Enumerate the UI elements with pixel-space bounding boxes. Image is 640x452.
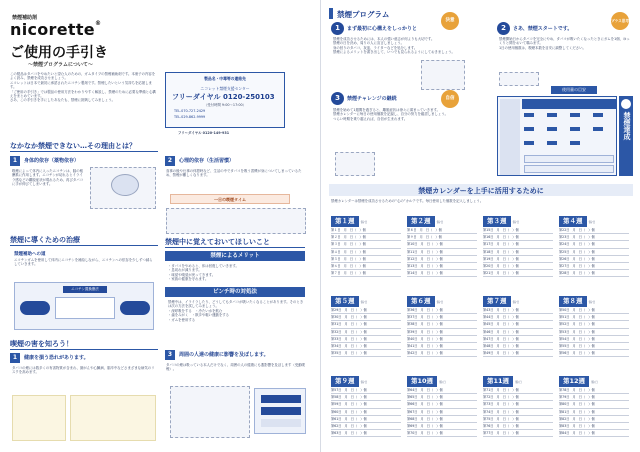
week-unit: 個/日 [360,219,368,224]
step3-illustration [335,152,375,176]
day-entry-row[interactable]: 第11日 月 日（ ）個 [407,249,477,256]
week-label: 第６週 [407,296,435,307]
day-entry-row[interactable]: 第１日 月 日（ ）個 [331,227,401,234]
day-entry-row[interactable]: 第60日 月 日（ ）個 [331,409,401,416]
left-page: 禁煙補助剤 nicorette® ご使用の手引き 〜禁煙プログラムについて〜 この製品はタバコをやめたいと望む人のための、ガムタイプの禁煙補助剤です。本冊子の内容をよく読み、禁煙を成功させましょう。 ニコレットは日本で最初に承認されたニコチン製剤です。禁煙したいという気持ちを応援します。 「ご使用の手引き」では製品の使用方法をわかりやすく解説し、禁煙のために必要な準備と心構えをまとめています。 さあ、この手引きを手にしたあなたも、禁煙に挑戦してみましょう。 製品名・中毒等の連絡先 ニコレット禁煙支援センター フリーダイヤル 0120-250103 （受付時間 9:00〜17:00） TEL.070-727-2429 TEL.029-862-9999 フリーダイヤル 0120-149-931 なかなか禁煙できない…その理由とは？ 1 身体的依存（薬物依存） 喫煙によって体内に入ったニコチンは、脳の報酬系に作用します。ニコチンが切れるとイライラ感などの離脱症状が現れるため、再びタバコに手が伸びてしまいます。 禁煙に導くための治療 禁煙補助への道 ニコチンガムを使用して体内にニコチンを補給しながら、ニコチンへの依存を少しずつ減らしていきます。 ニコチン置換療法 喫煙の害を知ろう！ 1 健康を損う恐れがあります。 タバコの煙には数多くの有害物質が含まれ、肺がんや心臓病、脳卒中などさまざまな病気のリスクを高めます。 2 心理的依存（生活習慣） 食事の後や仕事の休憩時など、生活の中でタバコを吸う習慣が身についてしまっているため、禁煙が難しくなります。 一日の喫煙タイム 禁煙中に覚えておいてほしいこと 禁煙によるメリット ・タバコをやめると、体は回復していきます。 ・息切れが減ります。 ・味覚や嗅覚が戻ってきます。 ・家族の健康を守れます。 ピンチ時の対処法 禁煙中は、イライラしたり、どうしてもタバコが吸いたくなることがあります。そのときは次の方法を試してみましょう。 ・深呼吸をする ・冷たい水を飲む ・歯をみがく ・散歩や軽い運動をする ・ガムを使用する 3 周囲の人達の健康に影響を及ぼします。 タバコの煙は吸っている本人だけでなく、周囲の人の健康にも悪影響を及ぼします（受動喫煙）。 [0,0,320,452]
day-entry-row[interactable]: 第27日 月 日（ ）個 [559,263,629,270]
day-entry-row[interactable]: 第45日 月 日（ ）個 [483,321,553,328]
week-label: 第８週 [559,296,587,307]
day-entry-row[interactable]: 第79日 月 日（ ）個 [559,394,629,401]
week-label: 第１週 [331,216,359,227]
page-title: ご使用の手引き [10,45,108,61]
day-entry-row[interactable]: 第74日 月 日（ ）個 [483,409,553,416]
day-entry-row[interactable]: 第20日 月 日（ ）個 [483,263,553,270]
section-keep: 禁煙中に覚えておいてほしいこと [165,238,270,246]
day-entry-row[interactable]: 第42日 月 日（ ）個 [407,350,477,357]
week-unit: 個/日 [436,219,444,224]
day-entry-row[interactable]: 第50日 月 日（ ）個 [559,307,629,314]
day-entry-row[interactable]: 第６日 月 日（ ）個 [331,263,401,270]
calendar-week [331,216,401,277]
intro-text: この製品はタバコをやめたいと望む人のための、ガムタイプの禁煙補助剤です。本冊子の内容をよく読み、禁煙を成功させましょう。 ニコレットは日本で最初に承認されたニコチン製剤です。禁煙したいという気持ちを応援します。 「ご使用の手引き」では製品の使用方法をわかりやすく解説し、禁煙のために必要な準備と心構えをまとめています。 さあ、この手引きを手にしたあなたも、禁煙に挑戦してみましょう。 [10,72,156,103]
calendar-week [483,296,553,357]
section-harm: 喫煙の害を知ろう！ [10,340,73,348]
step1-badge: 決意 [441,12,459,30]
reason1-text: 喫煙によって体内に入ったニコチンは、脳の報酬系に作用します。ニコチンが切れるとイライラ感などの離脱症状が現れるため、再びタバコに手が伸びてしまいます。 [12,169,84,187]
day-entry-row[interactable]: 第24日 月 日（ ）個 [559,241,629,248]
day-entry-row[interactable]: 第77日 月 日（ ）個 [483,430,553,437]
step2-illustration [499,72,539,86]
day-entry-row[interactable]: 第52日 月 日（ ）個 [559,321,629,328]
right-page [320,0,640,452]
calendar-week [407,376,477,437]
day-entry-row[interactable]: 第13日 月 日（ ）個 [407,263,477,270]
brain-illustration [90,167,156,209]
week-label: 第11週 [483,376,513,387]
bystander-text: タバコの煙は吸っている本人だけでなく、周囲の人の健康にも悪影響を及ぼします（受動喫煙）。 [166,363,305,372]
step2-title: さあ、禁煙スタートです。 [513,26,573,32]
day-entry-row[interactable]: 第59日 月 日（ ）個 [331,401,401,408]
day-entry-row[interactable]: 第57日 月 日（ ）個 [331,387,401,394]
step2-text: 禁煙開始日からタバコを完全にやめ、タバコが吸いたくなったときにガムを1個、ゆっくりと間をおいて噛みます。 1日の使用個数は、喫煙本数を目安に調整してください。 [499,37,630,50]
day-entry-row[interactable]: 第28日 月 日（ ）個 [559,270,629,277]
reason2-title: 心理的依存（生活習慣） [179,158,235,164]
day-entry-row[interactable]: 第17日 月 日（ ）個 [483,241,553,248]
week-label: 第７週 [483,296,511,307]
day-entry-row[interactable]: 第31日 月 日（ ）個 [331,321,401,328]
treatment-text: ニコチンガムを使用して体内にニコチンを補給しながら、ニコチンへの依存を少しずつ減らしていきます。 [14,258,153,267]
day-entry-row[interactable]: 第44日 月 日（ ）個 [483,314,553,321]
step1-title: まず最初に心構えをしっかりと [347,26,418,32]
section-treatment: 禁煙に導くための治療 [10,236,80,244]
day-entry-row[interactable]: 第10日 月 日（ ）個 [407,241,477,248]
calendar-week [559,296,629,357]
pinch-bar: ピンチ時の対処法 [165,287,305,297]
step3-title: 禁煙チャレンジの継続 [347,96,397,102]
day-entry-row[interactable]: 第19日 月 日（ ）個 [483,256,553,263]
day-entry-row[interactable]: 第18日 月 日（ ）個 [483,249,553,256]
harm-text: タバコの煙には数多くの有害物質が含まれ、肺がんや心臓病、脳卒中などさまざまな病気のリスクを高めます。 [12,366,155,375]
day-entry-row[interactable]: 第47日 月 日（ ）個 [483,336,553,343]
day-entry-row[interactable]: 第68日 月 日（ ）個 [407,416,477,423]
day-entry-row[interactable]: 第51日 月 日（ ）個 [559,314,629,321]
contact-box: 製品名・中毒等の連絡先 ニコレット禁煙支援センター フリーダイヤル 0120-250103 （受付時間 9:00〜17:00） TEL.070-727-2429 TEL.029-862-9999 [165,72,285,128]
daily-routine-illustration [166,208,306,234]
day-entry-row[interactable]: 第23日 月 日（ ）個 [559,234,629,241]
brand-prefix: 禁煙補助剤 [12,15,38,21]
week-unit: 個/日 [436,299,444,304]
day-entry-row[interactable]: 第70日 月 日（ ）個 [407,430,477,437]
day-entry-row[interactable]: 第29日 月 日（ ）個 [331,307,401,314]
day-entry-row[interactable]: 第４日 月 日（ ）個 [331,249,401,256]
day-entry-row[interactable]: 第15日 月 日（ ）個 [483,227,553,234]
day-entry-row[interactable]: 第５日 月 日（ ）個 [331,256,401,263]
day-entry-row[interactable]: 第２日 月 日（ ）個 [331,234,401,241]
timeline-bar: 一日の喫煙タイム [170,194,290,204]
day-entry-row[interactable]: 第46日 月 日（ ）個 [483,329,553,336]
step1-illustration [421,60,465,90]
day-entry-row[interactable]: 第76日 月 日（ ）個 [483,423,553,430]
step2-badge: プラス思考 [611,12,629,30]
day-entry-row[interactable]: 第55日 月 日（ ）個 [559,343,629,350]
day-entry-row[interactable]: 第49日 月 日（ ）個 [483,350,553,357]
treatment-diagram: ニコチン置換療法 [14,282,154,330]
treatment-sub: 禁煙補助への道 [14,252,46,257]
section-why: なかなか禁煙できない…その理由とは？ [10,142,136,150]
day-entry-row[interactable]: 第72日 月 日（ ）個 [483,394,553,401]
day-entry-row[interactable]: 第73日 月 日（ ）個 [483,401,553,408]
calendar-week [331,376,401,437]
day-entry-row[interactable]: 第83日 月 日（ ）個 [559,423,629,430]
brand-logo: nicorette® [10,20,102,39]
day-entry-row[interactable]: 第33日 月 日（ ）個 [331,336,401,343]
free-dial-2: フリーダイヤル 0120-149-931 [178,131,230,135]
day-entry-row[interactable]: 第26日 月 日（ ）個 [559,256,629,263]
step1-text: 禁煙を成功させるためには、本人の強い意志が何よりも大切です。 禁煙の日を決め、周りの人に宣言しましょう。 身の回りのタバコ、灰皿、ライターなどを処分します。 禁煙によるメリットを書き出して、いつでも見られるようにしておきましょう。 [333,37,455,55]
day-entry-row[interactable]: 第38日 月 日（ ）個 [407,321,477,328]
day-entry-row[interactable]: 第64日 月 日（ ）個 [407,387,477,394]
week-unit: 個/日 [439,379,447,384]
day-entry-row[interactable]: 第39日 月 日（ ）個 [407,329,477,336]
day-entry-row[interactable]: 第７日 月 日（ ）個 [331,270,401,277]
day-entry-row[interactable]: 第58日 月 日（ ）個 [331,394,401,401]
reason2-text: 食事の後や仕事の休憩時など、生活の中でタバコを吸う習慣が身についてしまっているため、禁煙が難しくなります。 [166,169,302,178]
week-label: 第10週 [407,376,437,387]
day-entry-row[interactable]: 第43日 月 日（ ）個 [483,307,553,314]
week-unit: 個/日 [591,379,599,384]
week-label: 第３週 [483,216,511,227]
smoke-diagram [170,386,250,438]
week-label: 第12週 [559,376,589,387]
day-entry-row[interactable]: 第40日 月 日（ ）個 [407,336,477,343]
day-entry-row[interactable]: 第82日 月 日（ ）個 [559,416,629,423]
day-entry-row[interactable]: 第21日 月 日（ ）個 [483,270,553,277]
day-entry-row[interactable]: 第62日 月 日（ ）個 [331,423,401,430]
day-entry-row[interactable]: 第35日 月 日（ ）個 [331,350,401,357]
calendar-week [331,296,401,357]
week-label: 第２週 [407,216,435,227]
day-entry-row[interactable]: 第81日 月 日（ ）個 [559,409,629,416]
bystander-title: 周囲の人達の健康に影響を及ぼします。 [179,352,269,358]
week-unit: 個/日 [512,219,520,224]
day-entry-row[interactable]: 第36日 月 日（ ）個 [407,307,477,314]
week-unit: 個/日 [360,299,368,304]
day-entry-row[interactable]: 第65日 月 日（ ）個 [407,394,477,401]
calendar-title: 禁煙カレンダーを上手に活用するために [418,187,544,195]
reason1-number: 1 [10,156,20,166]
day-entry-row[interactable]: 第９日 月 日（ ）個 [407,234,477,241]
day-entry-row[interactable]: 第63日 月 日（ ）個 [331,430,401,437]
day-entry-row[interactable]: 第16日 月 日（ ）個 [483,234,553,241]
page-subtitle: 〜禁煙プログラムについて〜 [28,62,93,68]
free-dial: フリーダイヤル 0120-250103 [172,93,275,101]
calendar-week [483,216,553,277]
reason1-title: 身体的依存（薬物依存） [24,158,80,164]
day-entry-row[interactable]: 第54日 月 日（ ）個 [559,336,629,343]
harm-box-2 [70,395,156,441]
day-entry-row[interactable]: 第37日 月 日（ ）個 [407,314,477,321]
pinch-list: 禁煙中は、イライラしたり、どうしてもタバコが吸いたくなることがあります。そのときは次の方法を試してみましょう。 ・深呼吸をする ・冷たい水を飲む ・歯をみがく ・散歩や軽い運動をする ・ガムを使用する [168,300,304,322]
goal-strip [619,96,633,176]
step2-number: 2 [497,22,510,35]
day-entry-row[interactable]: 第34日 月 日（ ）個 [331,343,401,350]
week-label: 第４週 [559,216,587,227]
day-entry-row[interactable]: 第12日 月 日（ ）個 [407,256,477,263]
calendar-intro: 禁煙カレンダーは禁煙を成功させるための“心の”カルテです。毎日使用した個数を記入しましょう。 [331,199,484,203]
merits-bar: 禁煙によるメリット [165,251,305,261]
calendar-week [407,296,477,357]
week-unit: 個/日 [588,299,596,304]
day-entry-row[interactable]: 第67日 月 日（ ）個 [407,409,477,416]
day-entry-row[interactable]: 第25日 月 日（ ）個 [559,249,629,256]
step3-badge: 自信 [441,90,459,108]
week-unit: 個/日 [515,379,523,384]
day-entry-row[interactable]: 第66日 月 日（ ）個 [407,401,477,408]
day-entry-row[interactable]: 第61日 月 日（ ）個 [331,416,401,423]
week-label: 第５週 [331,296,359,307]
day-entry-row[interactable]: 第80日 月 日（ ）個 [559,401,629,408]
day-entry-row[interactable]: 第84日 月 日（ ）個 [559,430,629,437]
day-entry-row[interactable]: 第14日 月 日（ ）個 [407,270,477,277]
smoke-legend [254,388,306,434]
dosage-title: 使用量の目安 [551,86,597,94]
day-entry-row[interactable]: 第56日 月 日（ ）個 [559,350,629,357]
day-entry-row[interactable]: 第75日 月 日（ ）個 [483,416,553,423]
week-label: 第９週 [331,376,359,387]
day-entry-row[interactable]: 第３日 月 日（ ）個 [331,241,401,248]
week-unit: 個/日 [512,299,520,304]
step3-number: 3 [331,92,344,105]
calendar-week [483,376,553,437]
day-entry-row[interactable]: 第30日 月 日（ ）個 [331,314,401,321]
merits-list: ・タバコをやめると、体は回復していきます。 ・息切れが減ります。 ・味覚や嗅覚が戻ってきます。 ・家族の健康を守れます。 [168,264,239,282]
day-entry-row[interactable]: 第22日 月 日（ ）個 [559,227,629,234]
program-title: 禁煙プログラム [337,10,390,19]
calendar-week [559,216,629,277]
day-entry-row[interactable]: 第69日 月 日（ ）個 [407,423,477,430]
goal-label: 禁煙達成 [623,112,631,140]
harm-box-1 [12,395,66,441]
harm-item: 健康を損う恐れがあります。 [24,355,89,361]
day-entry-row[interactable]: 第53日 月 日（ ）個 [559,329,629,336]
day-entry-row[interactable]: 第48日 月 日（ ）個 [483,343,553,350]
calendar-week [559,376,629,437]
week-unit: 個/日 [588,219,596,224]
day-entry-row[interactable]: 第71日 月 日（ ）個 [483,387,553,394]
day-entry-row[interactable]: 第78日 月 日（ ）個 [559,387,629,394]
day-entry-row[interactable]: 第41日 月 日（ ）個 [407,343,477,350]
day-entry-row[interactable]: 第32日 月 日（ ）個 [331,329,401,336]
dosage-table [497,96,617,176]
day-entry-row[interactable]: 第８日 月 日（ ）個 [407,227,477,234]
step1-number: 1 [331,22,344,35]
calendar-week [407,216,477,277]
step3-text: 禁煙を始めて1週間を過ぎると、離脱症状は徐々に弱まっていきます。 禁煙カレンダーに毎日の使用個数を記録し、自分の努力を確認しましょう。 つらい時期を乗り越えれば、自信が生まれます。 [333,108,449,121]
week-unit: 個/日 [360,379,368,384]
